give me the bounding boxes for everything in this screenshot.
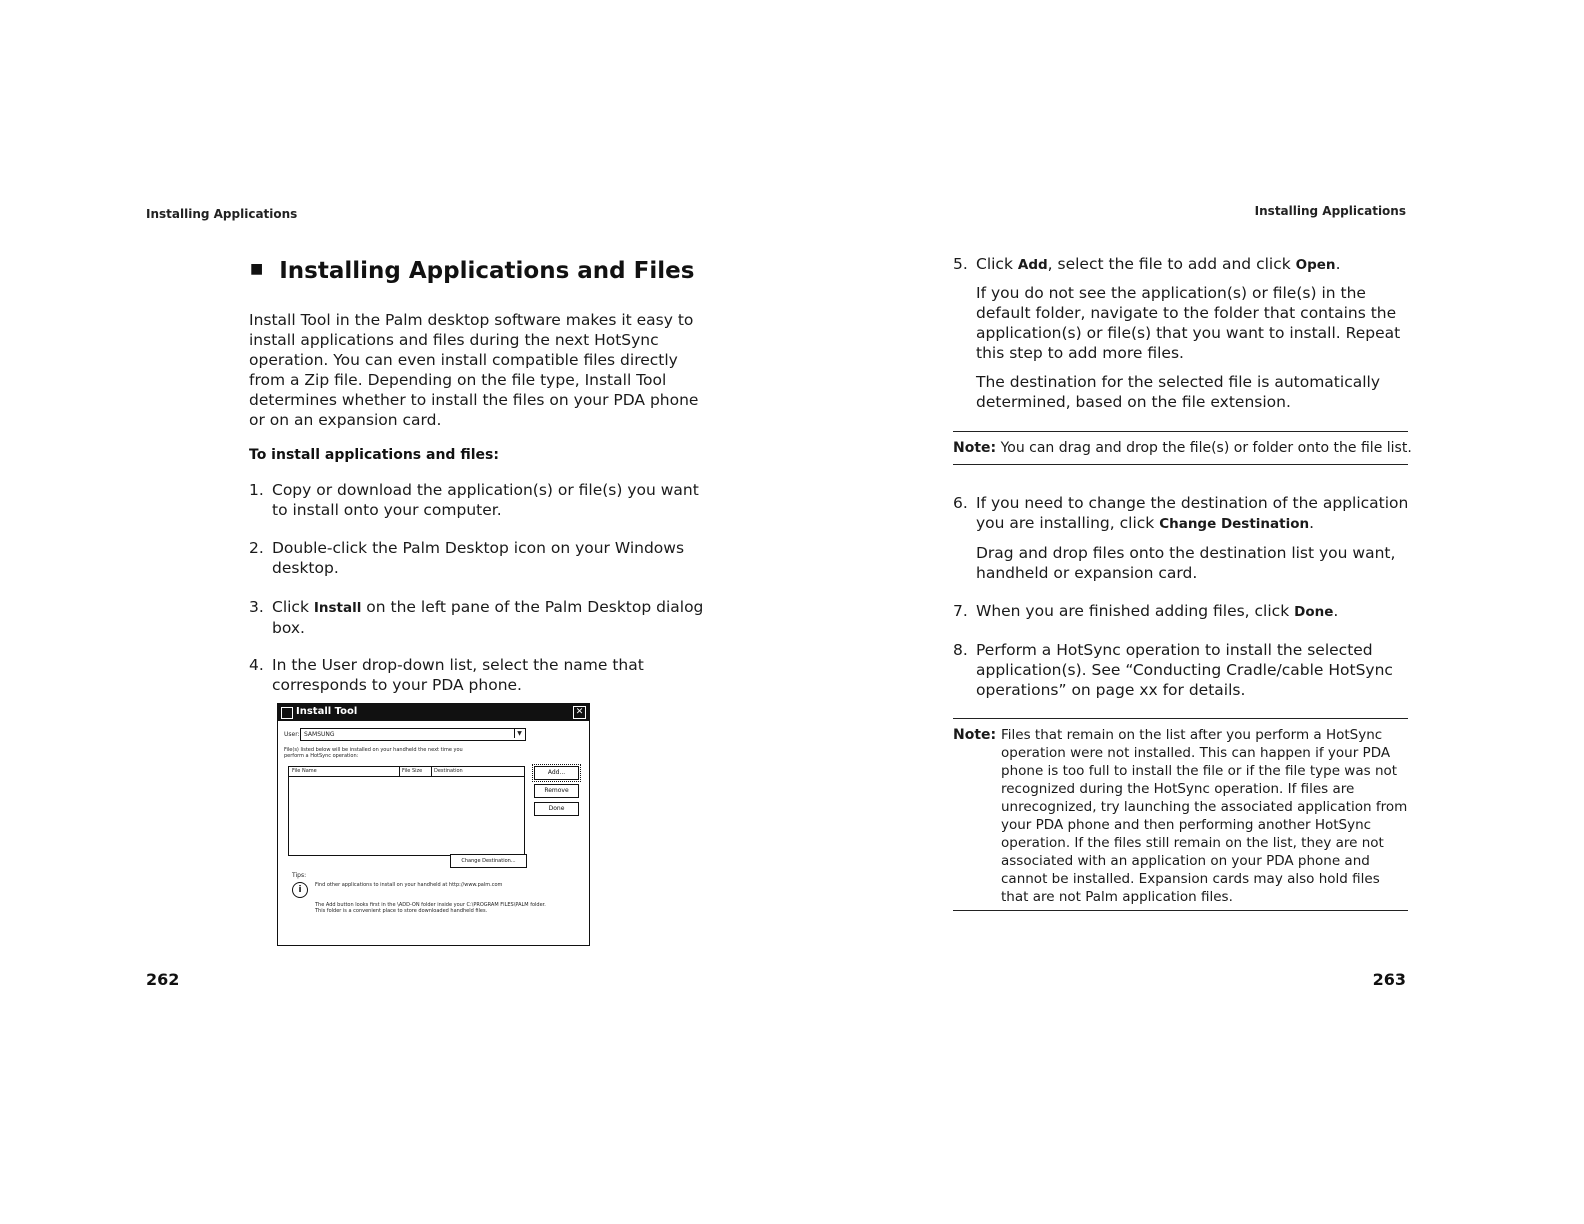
procedure-heading: To install applications and files:: [249, 447, 499, 463]
running-head-right: Installing Applications: [1254, 204, 1406, 218]
user-dropdown[interactable]: [300, 728, 526, 741]
change-destination-keyword: Change Destination: [1159, 516, 1310, 532]
step-5-paragraph-2: The destination for the selected file is automatically determined, based on the file extension.: [976, 373, 1380, 411]
note-bottom-rule: [953, 464, 1408, 465]
page-title-text: Installing Applications and Files: [279, 258, 695, 284]
step-text: Click Install on the left pane of the Palm Desktop dialog box.: [272, 598, 704, 637]
step-3: [249, 597, 709, 638]
step-text: Click Add, select the file to add and click Open.: [976, 255, 1341, 273]
tips-label: Tips:: [292, 872, 307, 879]
column-header[interactable]: File Size: [399, 767, 422, 776]
step-text: Perform a HotSync operation to install the selected application(s). See “Conducting Cradle/cable HotSync operations” on page xx for details.: [976, 641, 1393, 699]
note-label: Note:: [953, 440, 997, 456]
step-number: 2.: [249, 539, 264, 557]
note-2-top-rule: [953, 718, 1408, 719]
step-6-paragraph: Drag and drop files onto the destination list you want, handheld or expansion card.: [976, 544, 1396, 582]
square-bullet-icon: ■: [250, 261, 264, 277]
step-text: If you need to change the destination of the application you are installing, click Change Destination.: [976, 494, 1409, 532]
done-button[interactable]: Done: [534, 802, 579, 816]
page-number-right: 263: [1372, 970, 1406, 989]
add-button[interactable]: Add...: [534, 766, 579, 780]
step-number: 8.: [953, 641, 968, 659]
open-keyword: Open: [1295, 257, 1336, 273]
dialog-title-bar: [278, 704, 589, 721]
note-2-bottom-rule: [953, 910, 1408, 911]
change-destination-button[interactable]: Change Destination...: [450, 854, 527, 868]
step-number: 4.: [249, 656, 264, 674]
step-7: [953, 601, 1413, 622]
step-number: 7.: [953, 602, 968, 620]
remove-button[interactable]: Remove: [534, 784, 579, 798]
step-4: [249, 655, 709, 695]
close-icon[interactable]: ✕: [573, 706, 586, 719]
step-text: Double-click the Palm Desktop icon on your Windows desktop.: [272, 539, 685, 577]
tip-1: Find other applications to install on your handheld at http://www.palm.com: [315, 882, 503, 888]
dialog-title: Install Tool: [296, 706, 358, 717]
install-tool-figure: [277, 703, 590, 946]
column-header[interactable]: Destination: [431, 767, 463, 776]
column-header[interactable]: File Name: [292, 768, 317, 774]
note-text: You can drag and drop the file(s) or folder onto the file list.: [996, 440, 1412, 456]
step-5-paragraph-1: If you do not see the application(s) or file(s) in the default folder, navigate to the folder that contains the application(s) or file(s) that you want to install. Repeat this step to add more files.: [976, 284, 1401, 362]
note-1: [953, 438, 1412, 458]
file-list[interactable]: [288, 766, 525, 856]
install-keyword: Install: [313, 600, 362, 616]
tip-2: The Add button looks first in the \ADD-ON folder inside your C:\PROGRAM FILES\PALM folder. This folder is a convenient place to store downloaded handheld files.: [315, 902, 546, 914]
step-number: 1.: [249, 481, 264, 499]
running-head-left: Installing Applications: [146, 207, 298, 221]
chevron-down-icon[interactable]: ▼: [514, 729, 524, 738]
info-icon: i: [292, 882, 308, 898]
intro-paragraph: Install Tool in the Palm desktop software makes it easy to install applications and files during the next HotSync operation. You can even install compatible files directly from a Zip file. Depending on the file type, Install Tool determines whether to install the files on your PDA phone or on an expansion card.: [249, 311, 699, 429]
step-number: 5.: [953, 255, 968, 273]
step-1: [249, 480, 709, 520]
file-list-header: [289, 767, 524, 777]
step-text: In the User drop-down list, select the name that corresponds to your PDA phone.: [272, 656, 644, 694]
step-number: 6.: [953, 494, 968, 512]
step-2: [249, 538, 709, 578]
app-icon: [281, 707, 293, 719]
user-value: SAMSUNG: [304, 731, 335, 738]
done-keyword: Done: [1294, 604, 1334, 620]
note-top-rule: [953, 431, 1408, 432]
page-title: [250, 258, 694, 284]
step-text: Copy or download the application(s) or file(s) you want to install onto your computer.: [272, 481, 699, 519]
note-label: Note:: [953, 727, 997, 743]
add-keyword: Add: [1017, 257, 1048, 273]
step-number: 3.: [249, 598, 264, 616]
note-text: Files that remain on the list after you perform a HotSync operation were not installed. This can happen if your PDA phone is too full to install the file or if the file type was not recognized during the HotSync operation. If files are unrecognized, try launching the associated application from your PDA phone and then performing another HotSync operation. If the files still remain on the list, they are not associated with an application on your PDA phone and cannot be installed. Expansion cards may also hold files that are not Palm application files.: [1001, 727, 1408, 905]
step-text: When you are finished adding files, click Done.: [976, 602, 1339, 620]
note-2: [953, 726, 1408, 906]
step-6: [953, 493, 1413, 534]
page-number-left: 262: [146, 970, 180, 989]
user-label: User:: [284, 731, 300, 738]
step-5: [953, 254, 1413, 275]
info-text: File(s) listed below will be installed on your handheld the next time you perform a HotSync operation:: [284, 747, 463, 759]
step-8: [953, 640, 1413, 700]
